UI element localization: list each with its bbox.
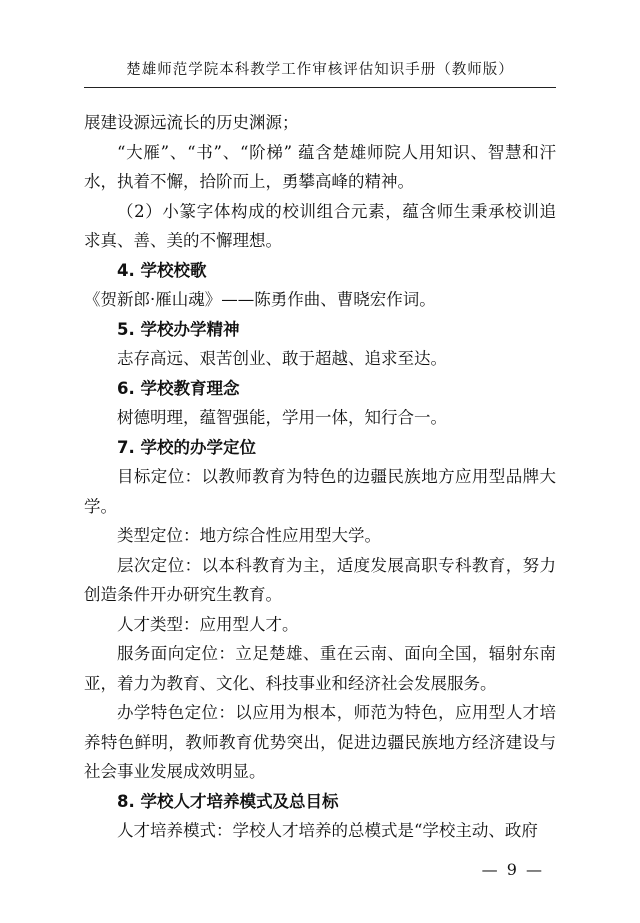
section-heading-training-model: 8. 学校人才培养模式及总目标 <box>117 791 339 811</box>
paragraph-goal-positioning: 目标定位：以教师教育为特色的边疆民族地方应用型品牌大学。 <box>84 467 556 516</box>
running-header: 楚雄师范学院本科教学工作审核评估知识手册（教师版） <box>84 58 556 88</box>
document-body <box>84 108 556 846</box>
paragraph-talent-type: 人才类型：应用型人才。 <box>117 614 299 634</box>
paragraph-type-positioning: 类型定位：地方综合性应用型大学。 <box>117 526 381 545</box>
section-heading-school-song: 4. 学校校歌 <box>117 260 207 280</box>
paragraph-continuation: 展建设源远流长的历史渊源； <box>84 113 299 132</box>
page-number: — 9 — <box>481 860 544 879</box>
paragraph-school-spirit: 志存高远、艰苦创业、敢于超越、追求至达。 <box>117 349 447 368</box>
section-heading-positioning: 7. 学校的办学定位 <box>117 437 256 457</box>
section-heading-education-philosophy: 6. 学校教育理念 <box>117 378 240 398</box>
paragraph-level-positioning: 层次定位：以本科教育为主，适度发展高职专科教育，努力创造条件开办研究生教育。 <box>84 555 556 604</box>
paragraph-education-philosophy: 树德明理，蕴智强能，学用一体，知行合一。 <box>117 408 447 427</box>
paragraph-service-positioning: 服务面向定位：立足楚雄、重在云南、面向全国，辐射东南亚，着力为教育、文化、科技事业和经济社会发展服务。 <box>84 644 556 693</box>
section-heading-school-spirit: 5. 学校办学精神 <box>117 319 240 339</box>
paragraph-training-model: 人才培养模式：学校人才培养的总模式是“学校主动、政府 <box>117 821 538 840</box>
paragraph-school-song: 《贺新郎·雁山魂》——陈勇作曲、曹晓宏作词。 <box>84 290 436 309</box>
paragraph-feature-positioning: 办学特色定位：以应用为根本，师范为特色，应用型人才培养特色鲜明，教师教育优势突出，促进边疆民族地方经济建设与社会事业发展成效明显。 <box>84 703 556 781</box>
paragraph-motto-elements: （2）小篆字体构成的校训组合元素，蕴含师生秉承校训追求真、善、美的不懈理想。 <box>84 201 556 250</box>
paragraph-logo-meaning: “大雁”、“书”、“阶梯” 蕴含楚雄师院人用知识、智慧和汗水，执着不懈，拾阶而上，勇攀高峰的精神。 <box>84 142 556 191</box>
